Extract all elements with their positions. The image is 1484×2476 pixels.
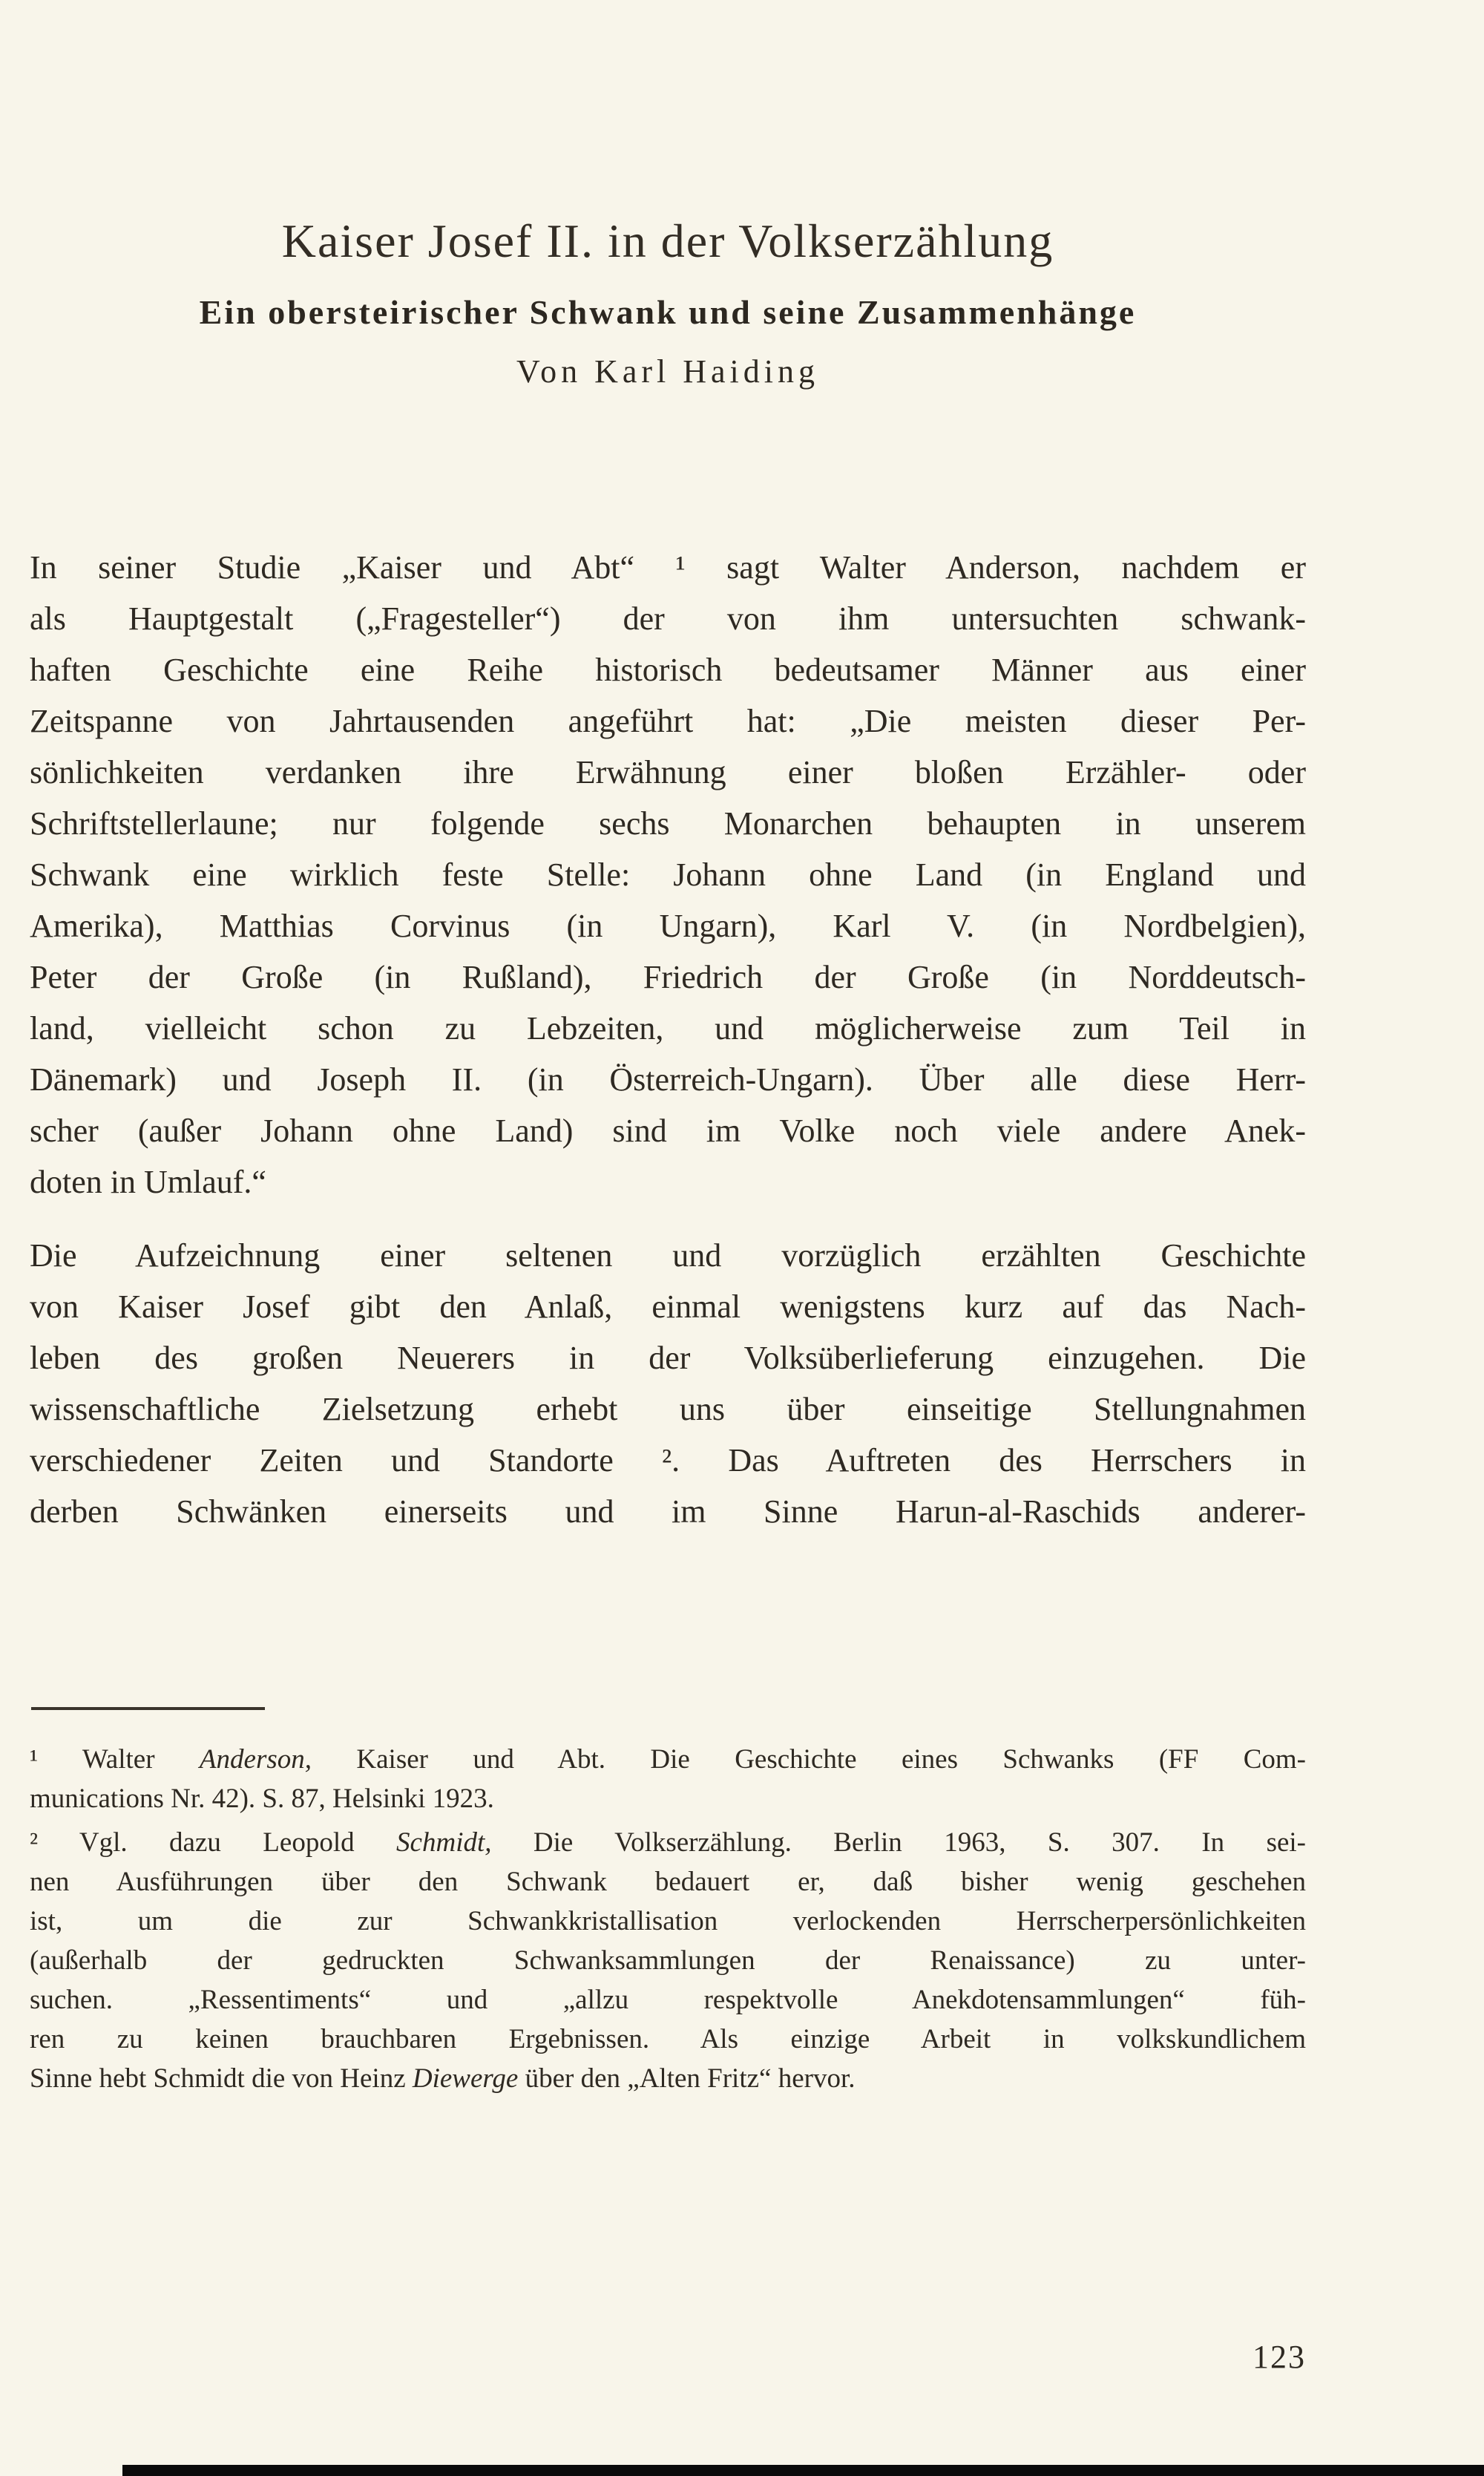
article-heading (30, 214, 1306, 390)
text-line: In seiner Studie „Kaiser und Abt“ ¹ sagt Walter Anderson, nachdem er (30, 549, 1306, 586)
text-line: ¹ Walter Anderson, Kaiser und Abt. Die Geschichte eines Schwanks (FF Com- (30, 1744, 1307, 1775)
footnote-separator-rule (31, 1707, 265, 1710)
footnotes-block (30, 1740, 1306, 2098)
article-body (30, 542, 1306, 1537)
page-number: 123 (1252, 2339, 1306, 2375)
text-line: derben Schwänken einerseits und im Sinne Harun-al-Raschids anderer- (30, 1493, 1306, 1530)
article-byline: Von Karl Haiding (516, 353, 820, 390)
text-line: haften Geschichte eine Reihe historisch bedeutsamer Männer aus einer (30, 652, 1306, 688)
text-line: wissenschaftliche Zielsetzung erhebt uns über einseitige Stellungnahmen (30, 1391, 1306, 1427)
footnote (30, 1823, 1306, 2098)
text-line: nen Ausführungen über den Schwank bedauert er, daß bisher wenig geschehen (30, 1867, 1306, 1897)
text-line: land, vielleicht schon zu Lebzeiten, und möglicherweise zum Teil in (30, 1010, 1306, 1047)
body-paragraph (30, 1230, 1306, 1537)
text-line: sönlichkeiten verdanken ihre Erwähnung einer bloßen Erzähler- oder (30, 754, 1306, 790)
text-line: Die Aufzeichnung einer seltenen und vorzüglich erzählten Geschichte (30, 1237, 1306, 1274)
body-paragraph (30, 542, 1306, 1208)
text-line: Schriftstellerlaune; nur folgende sechs Monarchen behaupten in unserem (30, 805, 1306, 842)
text-line: munications Nr. 42). S. 87, Helsinki 1923. (30, 1784, 494, 1814)
text-line: scher (außer Johann ohne Land) sind im Volke noch viele andere Anek- (30, 1113, 1306, 1149)
text-line: ² Vgl. dazu Leopold Schmidt, Die Volkserzählung. Berlin 1963, S. 307. In sei- (30, 1827, 1306, 1858)
text-line: Dänemark) und Joseph II. (in Österreich-Ungarn). Über alle diese Herr- (30, 1061, 1306, 1098)
text-line: suchen. „Ressentiments“ und „allzu respektvolle Anekdotensammlungen“ füh- (30, 1985, 1306, 2015)
text-line: doten in Umlauf.“ (30, 1164, 266, 1200)
text-line: (außerhalb der gedruckten Schwanksammlungen der Renaissance) zu unter- (30, 1945, 1306, 1976)
scan-artifact-bottom-bar (122, 2465, 1484, 2476)
text-line: Amerika), Matthias Corvinus (in Ungarn), Karl V. (in Nordbelgien), (30, 908, 1306, 944)
text-line: Sinne hebt Schmidt die von Heinz Diewerge über den „Alten Fritz“ hervor. (30, 2063, 856, 2094)
article-title: Kaiser Josef II. in der Volkserzählung (281, 214, 1054, 267)
text-line: verschiedener Zeiten und Standorte ². Das Auftreten des Herrschers in (30, 1442, 1306, 1478)
text-line: ist, um die zur Schwankkristallisation verlockenden Herrscherpersönlichkeiten (30, 1906, 1306, 1936)
text-line: als Hauptgestalt („Fragesteller“) der von ihm untersuchten schwank- (30, 600, 1306, 637)
footnote (30, 1740, 1306, 1818)
text-line: leben des großen Neuerers in der Volksüberlieferung einzugehen. Die (30, 1340, 1306, 1376)
text-line: ren zu keinen brauchbaren Ergebnissen. Als einzige Arbeit in volkskundlichem (30, 2024, 1306, 2054)
text-line: Peter der Große (in Rußland), Friedrich der Große (in Norddeutsch- (30, 959, 1306, 995)
article-subtitle: Ein obersteirischer Schwank und seine Zusammenhänge (199, 293, 1137, 331)
text-line: von Kaiser Josef gibt den Anlaß, einmal wenigstens kurz auf das Nach- (30, 1288, 1306, 1325)
text-line: Zeitspanne von Jahrtausenden angeführt hat: „Die meisten dieser Per- (30, 703, 1306, 739)
text-line: Schwank eine wirklich feste Stelle: Johann ohne Land (in England und (30, 857, 1306, 893)
